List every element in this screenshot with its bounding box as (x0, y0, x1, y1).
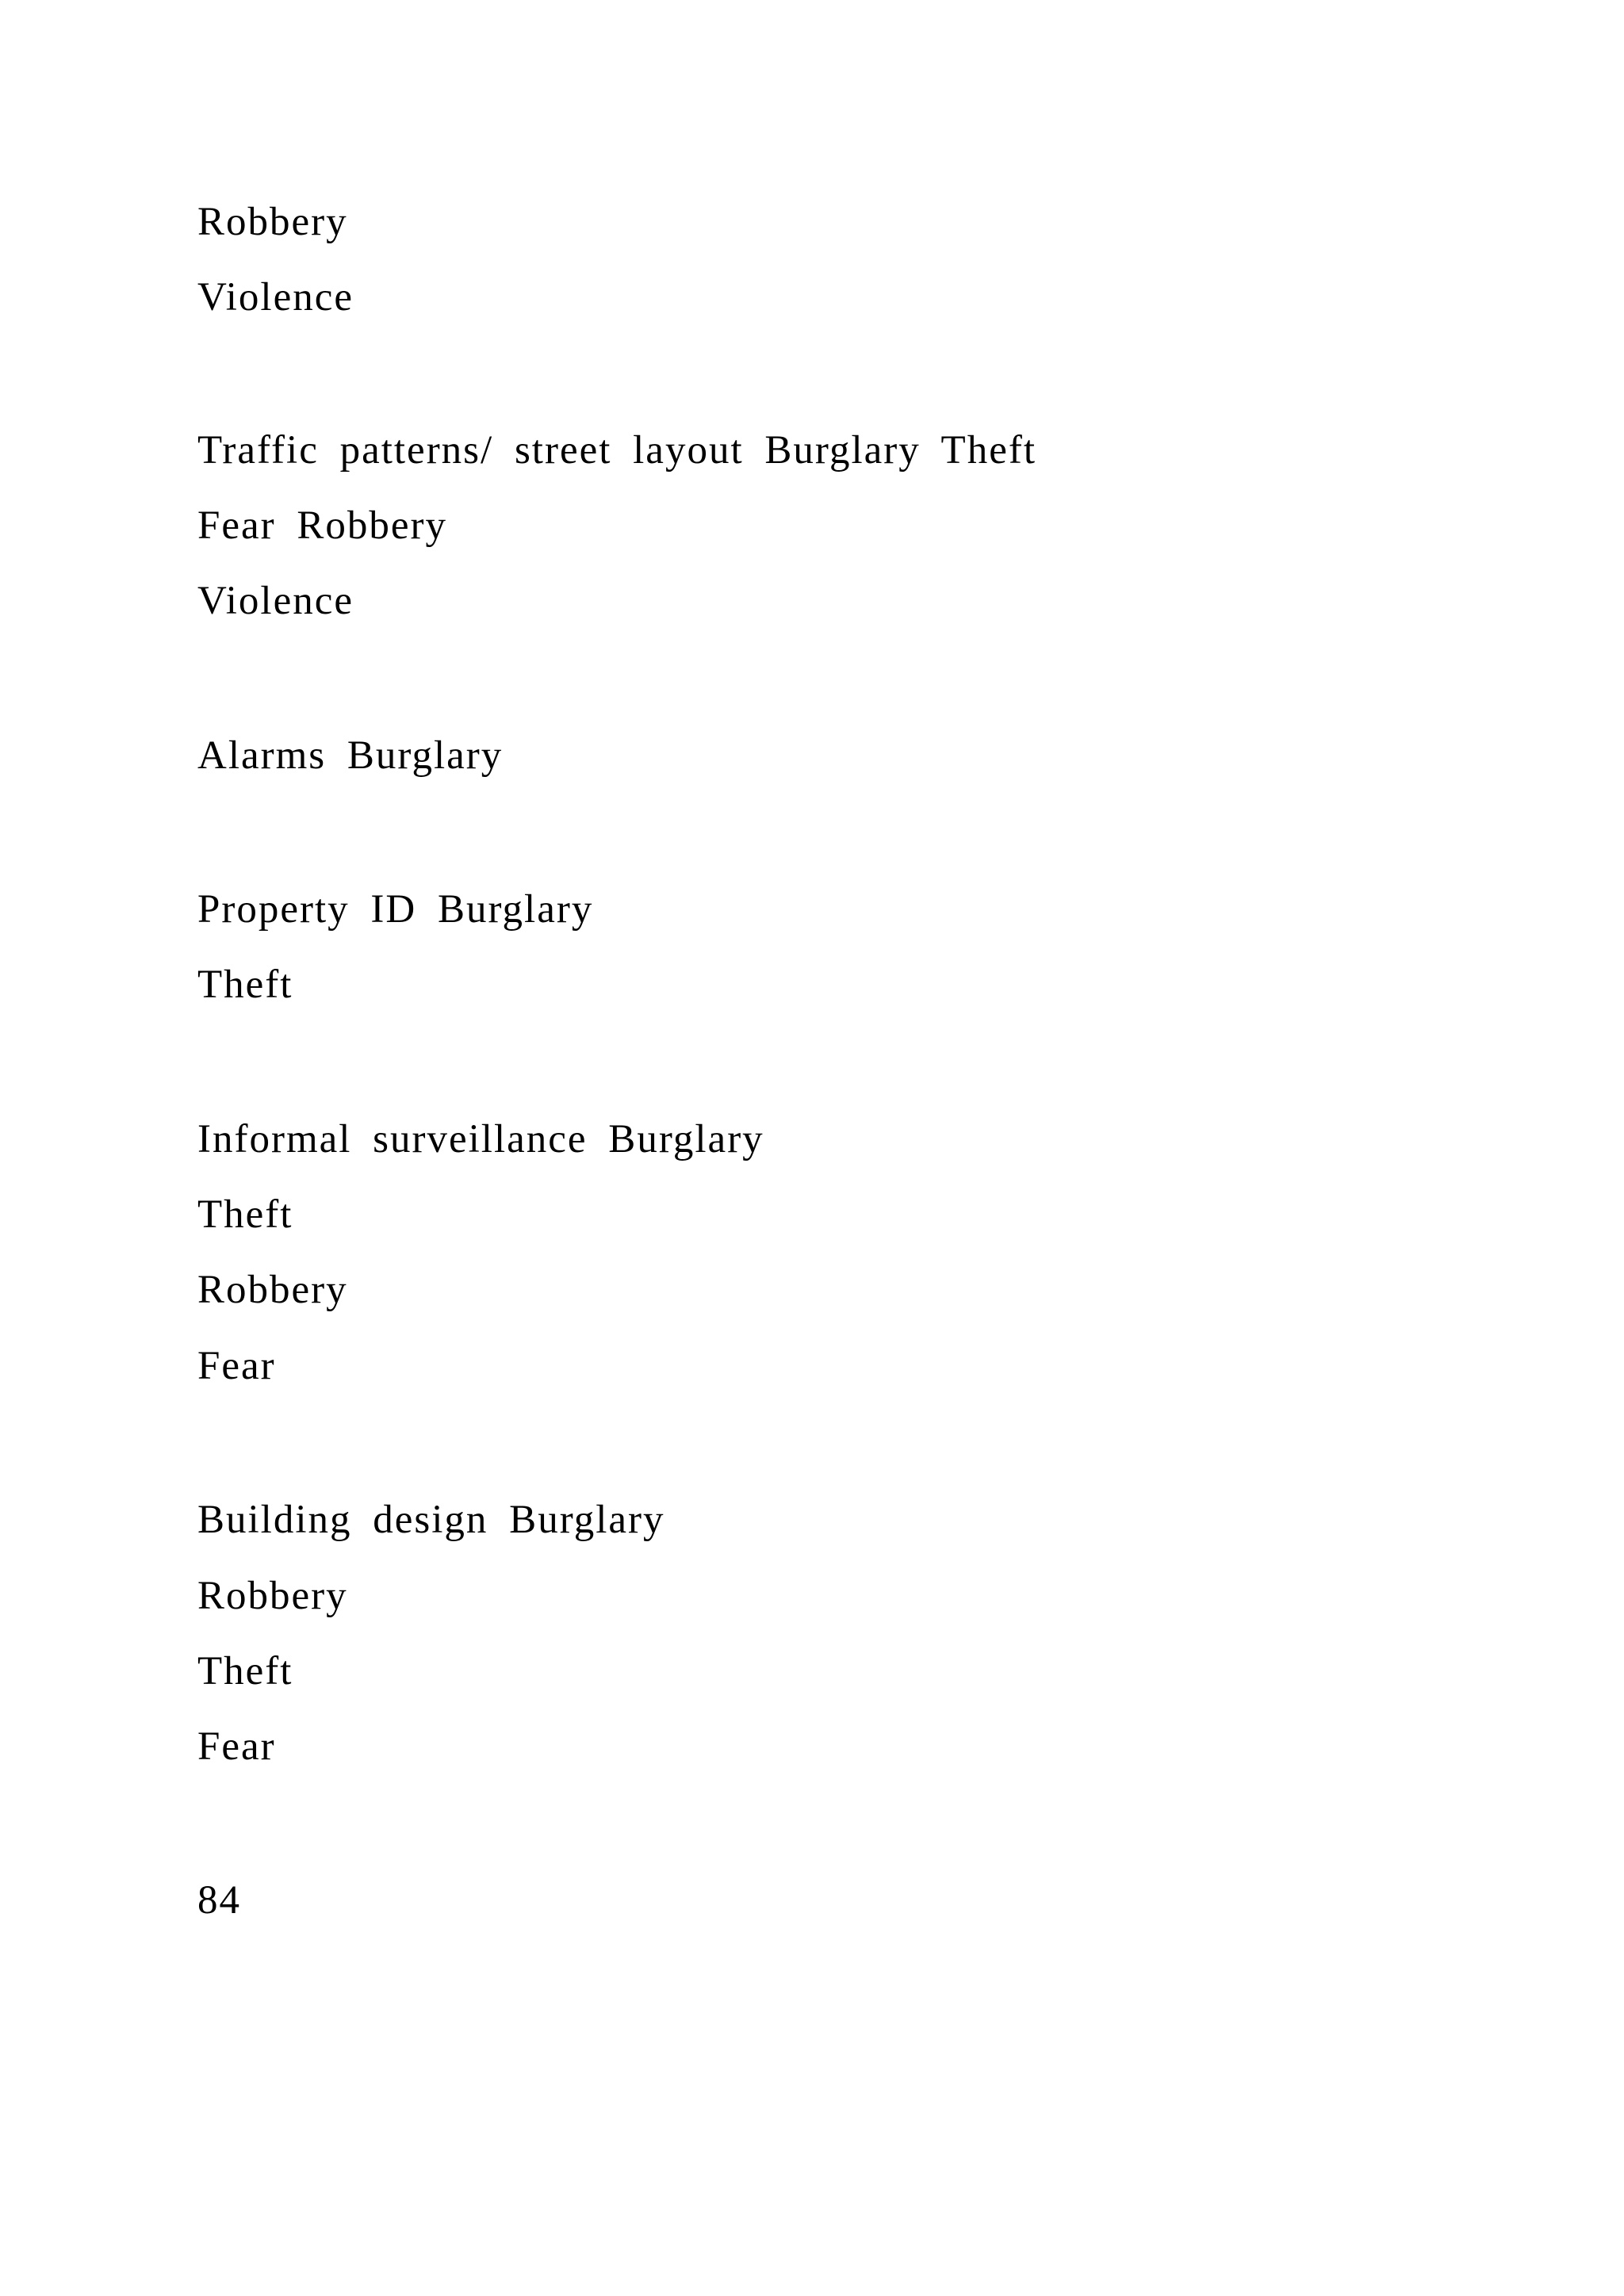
text-line: Property ID Burglary (197, 887, 594, 932)
text-line: Robbery (197, 1574, 348, 1618)
text-line: Informal surveillance Burglary (197, 1117, 764, 1161)
text-line: Fear Robbery (197, 503, 448, 548)
text-line: Theft (197, 962, 293, 1007)
text-line: Violence (197, 579, 354, 623)
text-line: Violence (197, 275, 354, 320)
text-line: Building design Burglary (197, 1498, 665, 1542)
text-line: Robbery (197, 200, 348, 244)
text-line: Theft (197, 1192, 293, 1237)
page-number: 84 (197, 1878, 241, 1923)
text-line: Robbery (197, 1268, 348, 1312)
text-line: Fear (197, 1344, 276, 1388)
text-line: Traffic patterns/ street layout Burglary Theft (197, 428, 1036, 473)
text-line: Alarms Burglary (197, 733, 504, 778)
text-line: Fear (197, 1724, 276, 1769)
text-line: Theft (197, 1649, 293, 1693)
